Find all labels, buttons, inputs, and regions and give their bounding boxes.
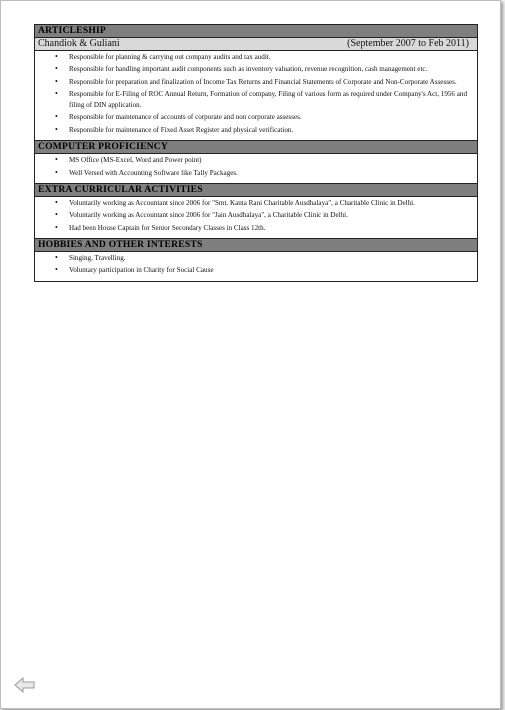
list-item: • Responsible for preparation and finalization of Income Tax Returns and Financial Statements of Corporate and Non-Corporate Assesses. [69,77,467,88]
section-heading: EXTRA CURRICULAR ACTIVITIES [35,183,477,197]
list-item: • Responsible for E-Filing of ROC Annual Return, Formation of company, Filing of various form as required under Company's Act, 1956 and filing of DIN application. [69,89,467,111]
section-heading: HOBBIES AND OTHER INTERESTS [35,238,477,252]
extra-list [35,197,477,238]
list-item: • Had been House Captain for Senior Secondary Classes in Class 12th. [69,223,467,234]
firm-period: (September 2007 to Feb 2011) [347,38,469,49]
section-articleship [35,25,477,140]
computer-list [35,154,477,183]
list-item: • MS Office (MS-Excel, Word and Power point) [69,155,467,166]
list-item: • Voluntarily working as Accountant since 2006 for "Jain Ausdhalaya", a Charitable Clinic in Delhi. [69,210,467,221]
section-heading: COMPUTER PROFICIENCY [35,140,477,154]
resume-table [34,24,478,282]
list-item: • Voluntarily working as Accountant since 2006 for "Smt. Kanta Rani Charitable Ausdhalaya", a Charitable Clinic in Delhi. [69,198,467,209]
list-item: • Singing, Travelling. [69,253,467,264]
hobbies-list [35,252,477,281]
firm-row [35,38,477,51]
list-item: • Responsible for maintenance of Fixed Asset Register and physical verification. [69,125,467,136]
section-computer-proficiency [35,140,477,183]
firm-name: Chandiok & Guliani [38,38,120,49]
list-item: • Voluntary participation in Charity for Social Cause [69,265,467,276]
list-item: • Responsible for planning & carrying out company audits and tax audit. [69,52,467,63]
section-extra-curricular [35,183,477,238]
list-item: • Responsible for handling important audit components such as inventory valuation, revenue recognition, cash management etc. [69,64,467,75]
list-item: • Well Versed with Accounting Software like Tally Packages. [69,168,467,179]
list-item: • Responsible for maintenance of accounts of corporate and non corporate assesses. [69,112,467,123]
articleship-list [35,51,477,140]
left-arrow-icon[interactable] [14,676,36,694]
section-heading: ARTICLESHIP [35,25,477,38]
section-hobbies [35,238,477,281]
